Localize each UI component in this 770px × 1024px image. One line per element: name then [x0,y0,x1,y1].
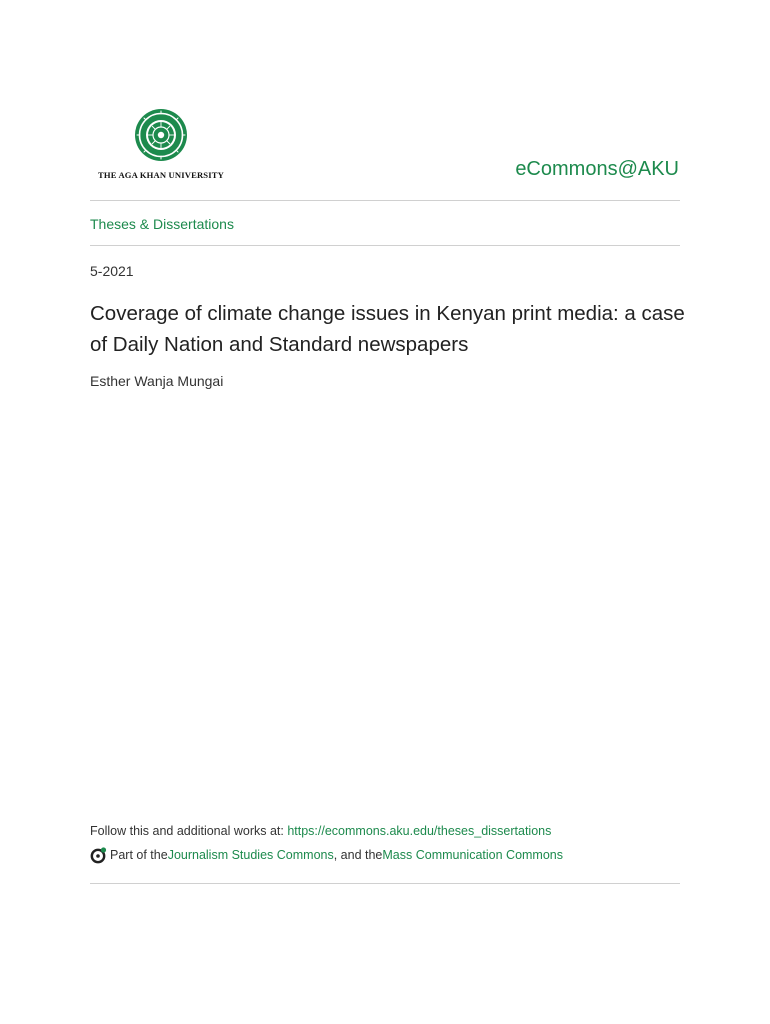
part-of-line [90,846,563,864]
university-seal-icon [134,108,188,162]
university-name: THE AGA KHAN UNIVERSITY [98,170,224,180]
part-of-separator: , and the [333,848,383,862]
mass-communication-commons-link[interactable]: Mass Communication Commons [382,848,563,862]
follow-line [90,824,551,838]
network-commons-icon [90,846,108,864]
divider-bottom [90,883,680,884]
divider-middle [90,245,680,246]
university-logo [90,108,232,182]
journalism-studies-commons-link[interactable]: Journalism Studies Commons [167,848,334,862]
publication-date: 5-2021 [90,263,134,279]
collection-link[interactable]: Theses & Dissertations [90,216,234,232]
collection-url-link[interactable]: https://ecommons.aku.edu/theses_dissertations [287,824,552,838]
document-title: Coverage of climate change issues in Kenyan print media: a case of Daily Nation and Standard newspapers [90,302,685,356]
author-name: Esther Wanja Mungai [90,373,224,389]
follow-text: Follow this and additional works at: [90,824,288,838]
ecommons-brand-link[interactable]: eCommons@AKU [515,158,679,180]
part-of-prefix: Part of the [110,848,168,862]
divider-top [90,200,680,201]
